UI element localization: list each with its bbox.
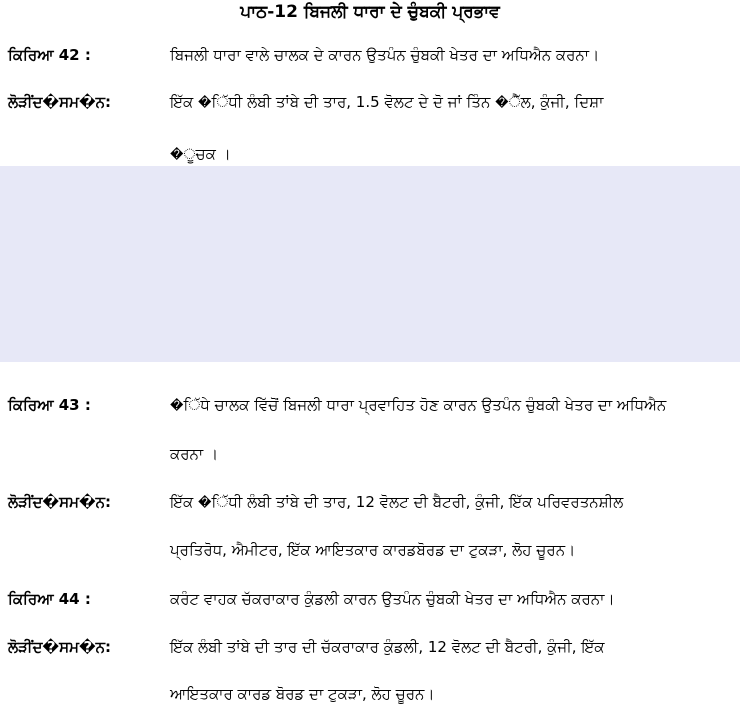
materials-42-label: ਲੋੜੀਂਦ�ਸਮ�ਨ: <box>8 93 112 111</box>
materials-42-text-line-1: ਇੱਕ �ਿੱਧੀ ਲੰਬੀ ਤਾਂਬੇ ਦੀ ਤਾਰ, 1.5 ਵੋਲਟ ਦੇ ਦੋ ਜਾਂ ਤਿੰਨ �ੈੱਲ, ਕੁੰਜੀ, ਦਿਸ਼ਾ <box>170 93 604 111</box>
activity-42-label: ਕਿਰਿਆ 42 : <box>8 46 91 64</box>
activity-42-text: ਬਿਜਲੀ ਧਾਰਾ ਵਾਲੇ ਚਾਲਕ ਦੇ ਕਾਰਨ ਉਤਪੰਨ ਚੁੰਬਕੀ ਖੇਤਰ ਦਾ ਅਧਿਐਨ ਕਰਨਾ। <box>170 46 600 64</box>
materials-44-text-line-1: ਇੱਕ ਲੰਬੀ ਤਾਂਬੇ ਦੀ ਤਾਰ ਦੀ ਚੱਕਰਾਕਾਰ ਕੁੰਡਲੀ, 12 ਵੋਲਟ ਦੀ ਬੈਟਰੀ, ਕੁੰਜੀ, ਇੱਕ <box>170 638 605 656</box>
materials-43-label: ਲੋੜੀਂਦ�ਸਮ�ਨ: <box>8 493 112 511</box>
page-title: ਪਾਠ-12 ਬਿਜਲੀ ਧਾਰਾ ਦੇ ਚੁੰਬਕੀ ਪ੍ਰਭਾਵ <box>240 2 500 22</box>
materials-42-text-line-2: �ੂਚਕ । <box>170 145 231 163</box>
activity-43-text-line-1: �ਿੱਧੇ ਚਾਲਕ ਵਿੱਚੋਂ ਬਿਜਲੀ ਧਾਰਾ ਪ੍ਰਵਾਹਿਤ ਹੋਣ ਕਾਰਨ ਉਤਪੰਨ ਚੁੰਬਕੀ ਖੇਤਰ ਦਾ ਅਧਿਐਨ <box>170 396 667 414</box>
activity-44-text: ਕਰੰਟ ਵਾਹਕ ਚੱਕਰਾਕਾਰ ਕੁੰਡਲੀ ਕਾਰਨ ਉਤਪੰਨ ਚੁੰਬਕੀ ਖੇਤਰ ਦਾ ਅਧਿਐਨ ਕਰਨਾ। <box>170 590 615 608</box>
materials-44-label: ਲੋੜੀਂਦ�ਸਮ�ਨ: <box>8 638 112 656</box>
activity-43-text-line-2: ਕਰਨਾ । <box>170 445 219 463</box>
activity-43-label: ਕਿਰਿਆ 43 : <box>8 396 91 414</box>
activity-44-label: ਕਿਰਿਆ 44 : <box>8 590 91 608</box>
image-placeholder-band <box>0 166 740 362</box>
materials-43-text-line-1: ਇੱਕ �ਿੱਧੀ ਲੰਬੀ ਤਾਂਬੇ ਦੀ ਤਾਰ, 12 ਵੋਲਟ ਦੀ ਬੈਟਰੀ, ਕੁੰਜੀ, ਇੱਕ ਪਰਿਵਰਤਨਸ਼ੀਲ <box>170 493 624 511</box>
materials-44-text-line-2: ਆਇਤਕਾਰ ਕਾਰਡ ਬੋਰਡ ਦਾ ਟੁਕੜਾ, ਲੋਹ ਚੂਰਨ। <box>170 685 435 703</box>
materials-43-text-line-2: ਪ੍ਰਤਿਰੋਧ, ਐਮੀਟਰ, ਇੱਕ ਆਇਤਕਾਰ ਕਾਰਡਬੋਰਡ ਦਾ ਟੁਕੜਾ, ਲੋਹ ਚੂਰਨ। <box>170 541 576 559</box>
